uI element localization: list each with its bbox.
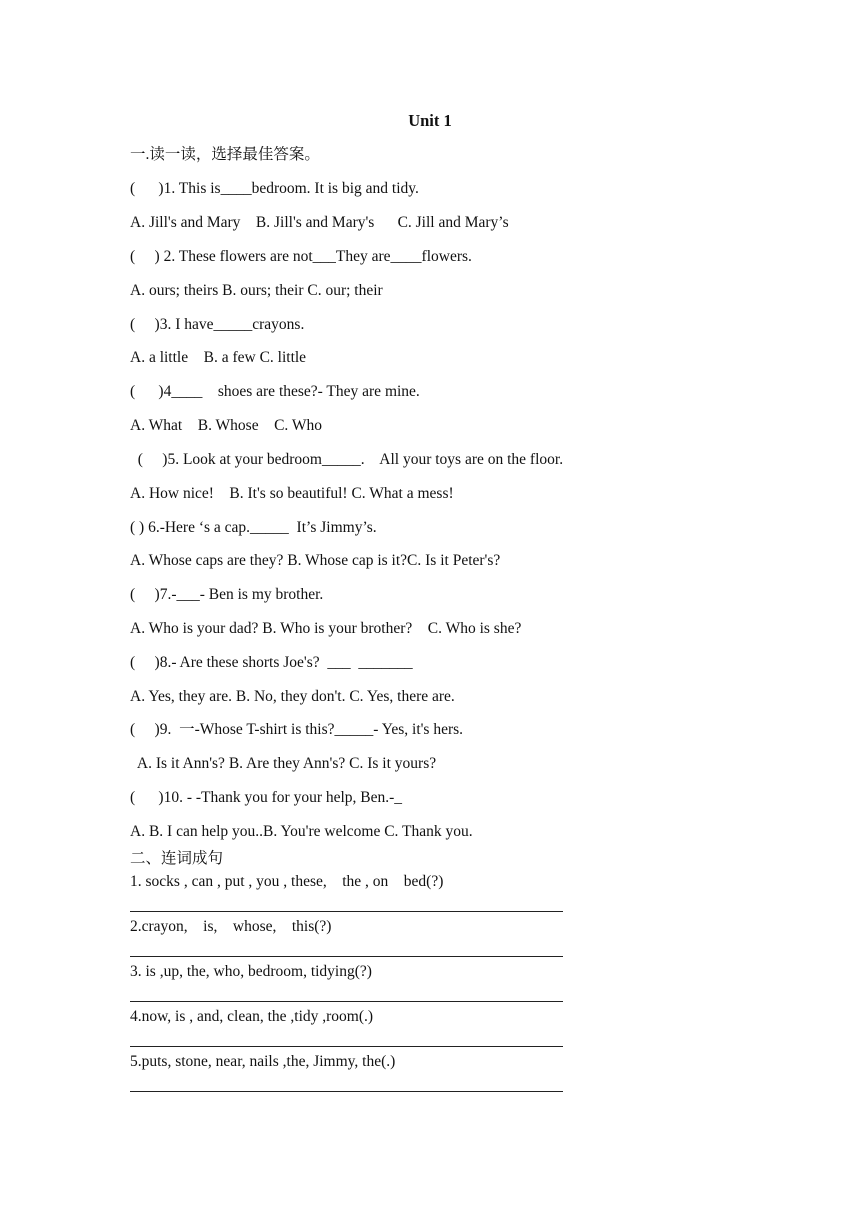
answer-line-3[interactable] (130, 1001, 563, 1002)
question-4: ( )4____ shoes are these?- They are mine. (130, 383, 420, 400)
question-7: ( )7.-___- Ben is my brother. (130, 586, 324, 603)
section1-heading: 一.读一读，选择最佳答案。 (130, 146, 320, 163)
options-6: A. Whose caps are they? B. Whose cap is it?C. Is it Peter's? (130, 552, 501, 569)
answer-line-5[interactable] (130, 1091, 563, 1092)
sentence-item-1: 1. socks , can , put , you , these, the , on bed(?) (130, 873, 444, 890)
section2-heading: 二、连词成句 (130, 850, 224, 867)
question-5: ( )5. Look at your bedroom_____. All your toys are on the floor. (130, 451, 564, 468)
question-6: ( ) 6.-Here ‘s a cap._____ It’s Jimmy’s. (130, 519, 377, 536)
question-8: ( )8.- Are these shorts Joe's? ___ _______ (130, 654, 413, 671)
sentence-item-3: 3. is ,up, the, who, bedroom, tidying(?) (130, 963, 372, 980)
sentence-item-5: 5.puts, stone, near, nails ,the, Jimmy, the(.) (130, 1053, 396, 1070)
options-5: A. How nice! B. It's so beautiful! C. What a mess! (130, 485, 454, 502)
page-title: Unit 1 (408, 111, 452, 130)
options-8: A. Yes, they are. B. No, they don't. C. Yes, there are. (130, 688, 455, 705)
question-10: ( )10. - -Thank you for your help, Ben.-_ (130, 789, 403, 806)
question-3: ( )3. I have_____crayons. (130, 316, 305, 333)
options-9: A. Is it Ann's? B. Are they Ann's? C. Is it yours? (130, 755, 437, 772)
options-7: A. Who is your dad? B. Who is your brother? C. Who is she? (130, 620, 522, 637)
options-3: A. a little B. a few C. little (130, 349, 307, 366)
options-2: A. ours; theirs B. ours; their C. our; their (130, 282, 383, 299)
answer-line-4[interactable] (130, 1046, 563, 1047)
options-4: A. What B. Whose C. Who (130, 417, 323, 434)
answer-line-2[interactable] (130, 956, 563, 957)
sentence-item-4: 4.now, is , and, clean, the ,tidy ,room(.) (130, 1008, 374, 1025)
sentence-item-2: 2.crayon, is, whose, this(?) (130, 918, 332, 935)
options-10: A. B. I can help you..B. You're welcome C. Thank you. (130, 823, 473, 840)
question-1: ( )1. This is____bedroom. It is big and tidy. (130, 180, 419, 197)
question-9: ( )9. 一-Whose T-shirt is this?_____- Yes, it's hers. (130, 721, 464, 738)
question-2: ( ) 2. These flowers are not___They are____flowers. (130, 248, 472, 265)
answer-line-1[interactable] (130, 911, 563, 912)
options-1: A. Jill's and Mary B. Jill's and Mary's C. Jill and Mary’s (130, 214, 509, 231)
